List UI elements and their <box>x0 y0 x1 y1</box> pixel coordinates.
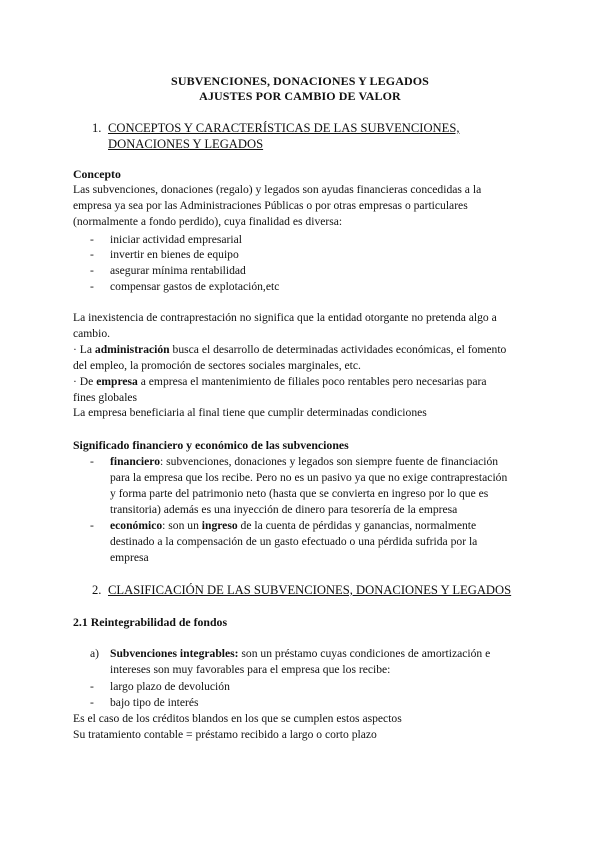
subsection-2-1-heading: 2.1 Reintegrabilidad de fondos <box>73 615 228 629</box>
tratamiento-contable-line: Su tratamiento contable = préstamo recibido a largo o corto plazo <box>73 728 377 741</box>
financiero-line-4: transitoria) además es una inyección de dinero para tesorería de la empresa <box>110 503 458 516</box>
concepto-heading: Concepto <box>73 167 121 181</box>
significado-heading: Significado financiero y económico de las subvenciones <box>73 438 349 452</box>
section-1-number: 1. <box>92 121 102 135</box>
concepto-paragraph-line-3: (normalmente a fondo perdido), cuya finalidad es diversa: <box>73 215 343 228</box>
integrables-line-2: intereses son muy favorables para el empresa que los recibe: <box>110 663 391 676</box>
empresa-line-2: fines globales <box>73 391 138 404</box>
inexistencia-line-1: La inexistencia de contraprestación no significa que la entidad otorgante no pretenda algo a <box>73 311 497 324</box>
empresa-line-1: · De empresa a empresa el mantenimiento de filiales poco rentables pero necesarias para <box>73 375 487 388</box>
financiero-line-2: para la empresa que los recibe. Pero no es un pasivo ya que no exige contraprestación <box>110 471 508 484</box>
document-page: SUBVENCIONES, DONACIONES Y LEGADOS AJUSTES POR CAMBIO DE VALOR 1. CONCEPTOS Y CARACTERÍSTICAS DE LAS SUBVENCIONES, DONACIONES Y LEGADOS Concepto Las subvenciones, donaciones (regalo) y legados son ayudas financieras concedidas a la empresa ya sea por las Administraciones Públicas o por otras empresas o particulares (normalmente a fondo perdido), cuya finalidad es diversa: - iniciar actividad empresarial - invertir en bienes de equipo - asegurar mínima rentabilidad - compensar gastos de explotación,etc La inexistencia de contraprestación no significa que la entidad otorgante no pretenda algo a cambio. · La administración busca el desarrollo de determinadas actividades económicas, el fomento del empleo, la promoción de sectores sociales marginales, etc. · De empresa a empresa el mantenimiento de filiales poco rentables pero necesarias para fines globales La empresa beneficiaria al final tiene que cumplir determinadas condiciones Significado financiero y económico de las subvenciones - financiero: subvenciones, donaciones y legados son siempre fuente de financiación para la empresa que los recibe. Pero no es un pasivo ya que no exige contraprestación y forma parte del patrimonio neto (hasta que se convierta en ingreso por lo que es transitoria) además es una inyección de dinero para tesorería de la empresa - económico: son un ingreso de la cuenta de pérdidas y ganancias, normalmente destinado a la compensación de un gasto efectuado o una pérdida sufrida por la empresa 2. CLASIFICACIÓN DE LAS SUBVENCIONES, DONACIONES Y LEGADOS 2.1 Reintegrabilidad de fondos a) Subvenciones integrables: son un préstamo cuyas condiciones de amortización e intereses son muy favorables para el empresa que los recibe: - largo plazo de devolución - bajo tipo de interés Es el caso de los créditos blandos en los que se cumplen estos aspectos Su tratamiento contable = préstamo recibido a largo o corto plazo <box>0 0 600 848</box>
beneficiaria-line: La empresa beneficiaria al final tiene que cumplir determinadas condiciones <box>73 406 427 419</box>
creditos-blandos-line: Es el caso de los créditos blandos en los que se cumplen estos aspectos <box>73 712 402 725</box>
administracion-line-2: del empleo, la promoción de sectores sociales marginales, etc. <box>73 359 361 372</box>
administracion-line-1: · La administración busca el desarrollo de determinadas actividades económicas, el fomento <box>73 343 507 356</box>
document-title-line-2: AJUSTES POR CAMBIO DE VALOR <box>199 89 401 103</box>
concepto-paragraph-line-1: Las subvenciones, donaciones (regalo) y legados son ayudas financieras concedidas a la <box>73 183 482 196</box>
document-title-line-1: SUBVENCIONES, DONACIONES Y LEGADOS <box>171 74 429 88</box>
concepto-paragraph-line-2: empresa ya sea por las Administraciones Públicas o por otras empresas o particulares <box>73 199 468 212</box>
section-1-title-line-2: DONACIONES Y LEGADOS <box>108 137 264 151</box>
economico-line-2: destinado a la compensación de un gasto efectuado o una pérdida sufrida por la <box>110 535 478 548</box>
inexistencia-line-2: cambio. <box>73 327 111 340</box>
section-2-title: CLASIFICACIÓN DE LAS SUBVENCIONES, DONACIONES Y LEGADOS <box>108 583 512 597</box>
section-2-number: 2. <box>92 583 102 597</box>
financiero-line-3: y forma parte del patrimonio neto (hasta que se convierta en ingreso por lo que es <box>110 487 489 500</box>
economico-line-3: empresa <box>110 551 149 564</box>
section-1-title-line-1: CONCEPTOS Y CARACTERÍSTICAS DE LAS SUBVENCIONES, <box>108 121 460 135</box>
